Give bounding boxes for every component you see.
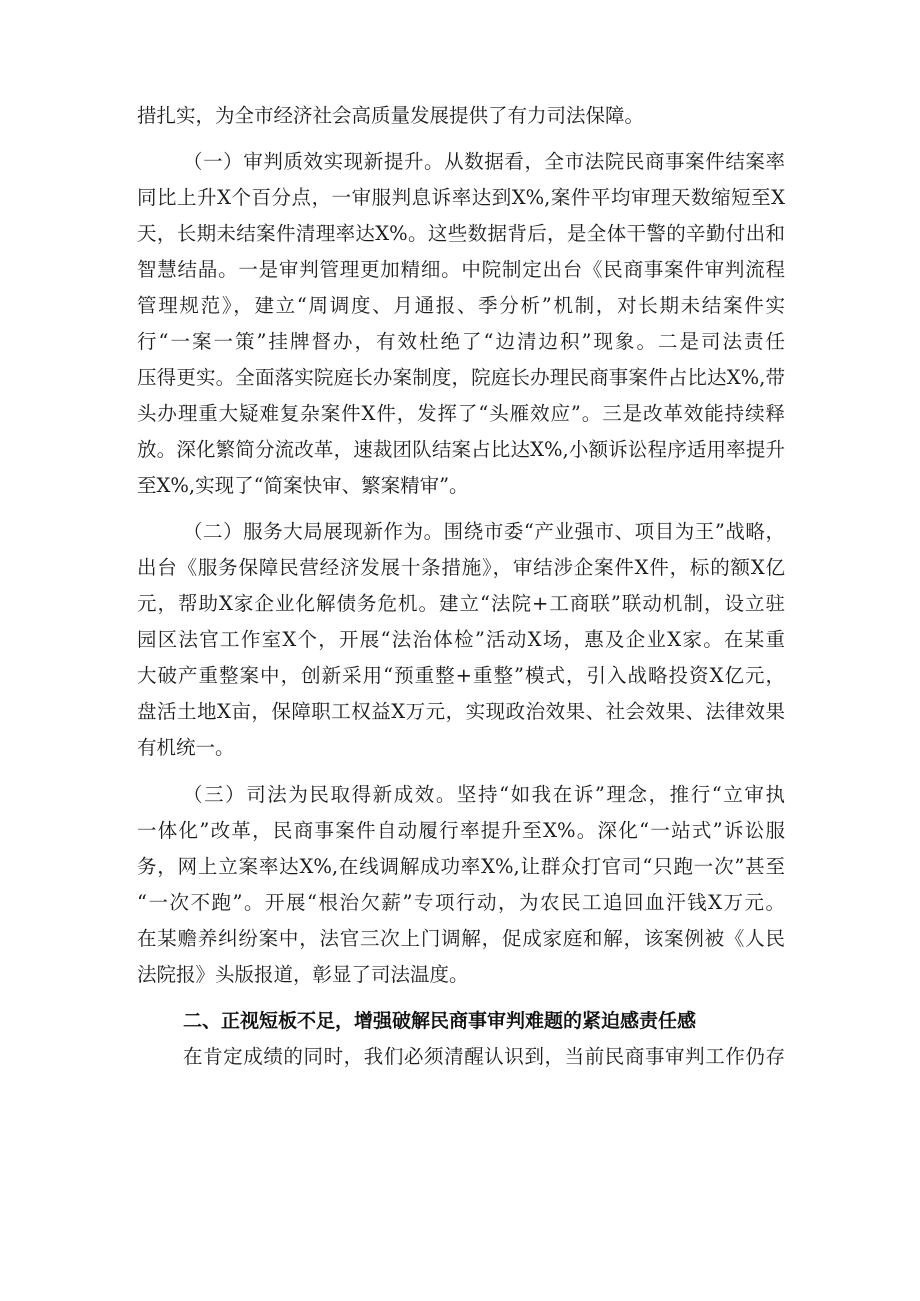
paragraph-line: 法院报》头版报道，彰显了司法温度。	[137, 963, 469, 986]
paragraph-line: 园区法官工作室X个，开展“法治体检”活动X场，惠及企业X家。在某重	[137, 628, 785, 651]
paragraph-line: 一体化”改革，民商事案件自动履行率提升至X%。深化“一站式”诉讼服	[137, 819, 785, 842]
paragraph-line: 大破产重整案中，创新采用“预重整+重整”模式，引入战略投资X亿元，	[137, 664, 785, 687]
paragraph-line: 至X%,实现了“简案快审、繁案精审”。	[137, 474, 469, 497]
paragraph-line: 元，帮助X家企业化解债务危机。建立“法院+工商联”联动机制，设立驻	[137, 592, 785, 615]
paragraph-line: 压得更实。全面落实院庭长办案制度，院庭长办理民商事案件占比达X%,带	[137, 366, 785, 389]
paragraph-line: “一次不跑”。开展“根治欠薪”专项行动，为农民工追回血汗钱X万元。	[137, 891, 785, 914]
paragraph-line: 在某赡养纠纷案中，法官三次上门调解，促成家庭和解，该案例被《人民	[137, 927, 785, 950]
paragraph-line: 头办理重大疑难复杂案件X件，发挥了“头雁效应”。三是改革效能持续释	[137, 402, 785, 425]
paragraph-line: 出台《服务保障民营经济发展十条措施》，审结涉企案件X件，标的额X亿	[137, 556, 785, 579]
paragraph-line: 天，长期未结案件清理率达X%。这些数据背后，是全体干警的辛勤付出和	[137, 222, 785, 245]
paragraph-line: 在肯定成绩的同时，我们必须清醒认识到，当前民商事审判工作仍存	[183, 1045, 785, 1068]
paragraph-line: 管理规范》，建立“周调度、月通报、季分析”机制，对长期未结案件实	[137, 294, 785, 317]
paragraph-line: 盘活土地X亩，保障职工权益X万元，实现政治效果、社会效果、法律效果	[137, 700, 785, 723]
paragraph-line: 智慧结晶。一是审判管理更加精细。中院制定出台《民商事案件审判流程	[137, 258, 785, 281]
paragraph-line: 有机统一。	[137, 736, 235, 759]
section-heading: 二、正视短板不足，增强破解民商事审判难题的紧迫感责任感	[183, 1010, 697, 1032]
paragraph-line: 行“一案一策”挂牌督办，有效杜绝了“边清边积”现象。二是司法责任	[137, 330, 785, 353]
paragraph-line: 务，网上立案率达X%,在线调解成功率X%,让群众打官司“只跑一次”甚至	[137, 855, 785, 878]
paragraph-line: 放。深化繁简分流改革，速裁团队结案占比达X%,小额诉讼程序适用率提升	[137, 438, 785, 461]
paragraph-line: 措扎实，为全市经济社会高质量发展提供了有力司法保障。	[137, 104, 645, 127]
paragraph-line: （二）服务大局展现新作为。围绕市委“产业强市、项目为王”战略，	[183, 520, 785, 543]
paragraph-line: 同比上升X个百分点，一审服判息诉率达到X%,案件平均审理天数缩短至X	[137, 186, 785, 209]
paragraph-line: （三）司法为民取得新成效。坚持“如我在诉”理念，推行“立审执	[183, 783, 785, 806]
paragraph-line: （一）审判质效实现新提升。从数据看，全市法院民商事案件结案率	[183, 150, 785, 173]
